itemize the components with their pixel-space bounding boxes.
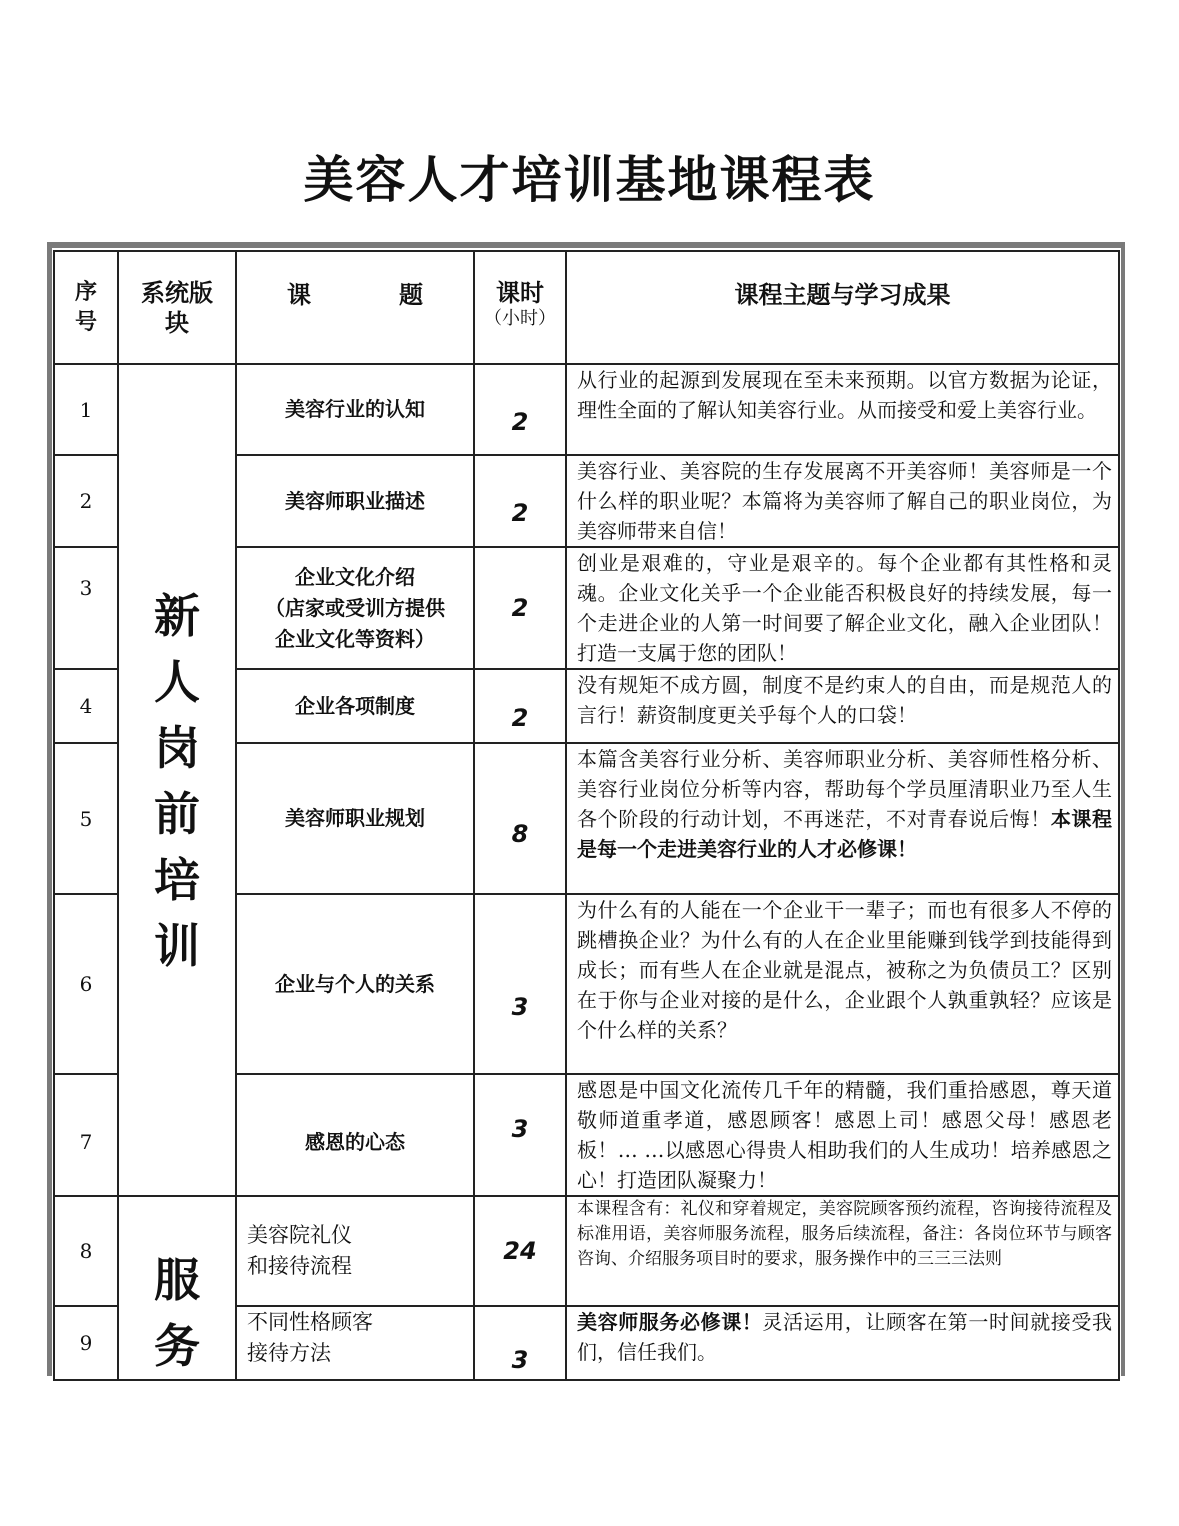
block-service xyxy=(118,1196,236,1380)
course-topic-line: 美容院礼仪 xyxy=(247,1222,352,1247)
block-char: 务 xyxy=(154,1319,200,1373)
header-topic-label-a: 课 xyxy=(287,281,311,309)
course-description-bold: 本课程是每一个走进美容行业的人才必修课！ xyxy=(577,807,1113,861)
page-title: 美容人才培训基地课程表 xyxy=(303,151,876,209)
header-row xyxy=(54,251,1119,364)
row-number: 4 xyxy=(54,669,118,743)
course-description: 创业是艰难的，守业是艰辛的。每个企业都有其性格和灵魂。企业文化关乎一个企业能否积极良好的持续发展，每一个走进企业的人第一时间要了解企业文化，融入企业团队！打造一支属于您的团队！ xyxy=(566,547,1119,669)
course-hours: 24 xyxy=(474,1196,566,1306)
row-number: 8 xyxy=(54,1196,118,1306)
course-topic: 感恩的心态 xyxy=(236,1074,474,1196)
course-description: 美容行业、美容院的生存发展离不开美容师！美容师是一个什么样的职业呢？本篇将为美容师了解自己的职业岗位，为美容师带来自信！ xyxy=(566,455,1119,547)
block-char: 培 xyxy=(154,853,200,907)
header-hours-unit: （小时） xyxy=(484,308,556,329)
course-topic: 美容行业的认知 xyxy=(236,364,474,455)
course-description: 没有规矩不成方圆，制度不是约束人的自由，而是规范人的言行！薪资制度更关乎每个人的口袋！ xyxy=(566,669,1119,743)
table-row xyxy=(54,1196,1119,1306)
header-desc xyxy=(566,251,1119,364)
course-description xyxy=(566,1306,1119,1380)
course-description-text: 本篇含美容行业分析、美容师职业分析、美容师性格分析、美容行业岗位分析等内容，帮助每个学员厘清职业乃至人生各个阶段的行动计划，不再迷茫，不对青春说后悔！ xyxy=(577,747,1112,831)
course-description: 为什么有的人能在一个企业干一辈子；而也有很多人不停的跳槽换企业？为什么有的人在企业里能赚到钱学到技能得到成长；而有些人在企业就是混点，被称之为负债员工？区别在于你与企业对接的是什么，企业跟个人孰重孰轻？应该是个什么样的关系？ xyxy=(566,894,1119,1074)
header-hours-label: 课时 xyxy=(496,279,544,307)
row-number: 9 xyxy=(54,1306,118,1380)
row-number: 2 xyxy=(54,455,118,547)
row-number: 5 xyxy=(54,743,118,894)
header-topic xyxy=(236,251,474,364)
course-hours: 3 xyxy=(474,1074,566,1196)
course-topic-line: 企业文化介绍 xyxy=(295,564,415,589)
course-topic: 美容师职业描述 xyxy=(236,455,474,547)
course-topic: 企业与个人的关系 xyxy=(236,894,474,1074)
course-topic: 美容师职业规划 xyxy=(236,743,474,894)
course-topic: 企业各项制度 xyxy=(236,669,474,743)
header-block xyxy=(118,251,236,364)
course-topic-line: 不同性格顾客 xyxy=(247,1309,373,1334)
block-char: 人 xyxy=(154,655,200,709)
course-schedule-table xyxy=(53,250,1120,1381)
course-description xyxy=(566,743,1119,894)
course-hours: 3 xyxy=(474,894,566,1074)
course-topic-line: 接待方法 xyxy=(247,1340,331,1365)
block-char: 前 xyxy=(154,787,200,841)
row-number: 7 xyxy=(54,1074,118,1196)
course-hours: 2 xyxy=(474,455,566,547)
table-row xyxy=(54,364,1119,455)
course-description: 从行业的起源到发展现在至未来预期。以官方数据为论证，理性全面的了解认知美容行业。从而接受和爱上美容行业。 xyxy=(566,364,1119,455)
header-topic-label-b: 题 xyxy=(399,281,423,309)
header-no-label: 序号 xyxy=(74,279,97,335)
header-block-label: 系统版块 xyxy=(141,278,213,337)
row-number: 3 xyxy=(54,547,118,669)
course-description: 本课程含有：礼仪和穿着规定，美容院顾客预约流程，咨询接待流程及标准用语，美容师服务流程，服务后续流程，备注：各岗位环节与顾客咨询、介绍服务项目时的要求，服务操作中的三三三法则 xyxy=(566,1196,1119,1306)
course-description: 感恩是中国文化流传几千年的精髓，我们重拾感恩，尊天道敬师道重孝道，感恩顾客！感恩上司！感恩父母！感恩老板！… …以感恩心得贵人相助我们的人生成功！培养感恩之心！打造团队凝聚力！ xyxy=(566,1074,1119,1196)
header-no xyxy=(54,251,118,364)
block-char: 服 xyxy=(154,1253,200,1307)
course-topic xyxy=(236,1196,474,1306)
row-number: 1 xyxy=(54,364,118,455)
course-topic-line: 和接待流程 xyxy=(247,1253,352,1278)
course-hours: 3 xyxy=(474,1306,566,1380)
header-hours xyxy=(474,251,566,364)
block-char: 岗 xyxy=(154,721,200,775)
course-topic-line: 企业文化等资料） xyxy=(275,626,435,651)
block-new-staff-training xyxy=(118,364,236,1196)
course-description-bold: 美容师服务必修课！ xyxy=(577,1309,763,1334)
block-char: 新 xyxy=(154,589,200,643)
course-topic xyxy=(236,1306,474,1380)
course-hours: 2 xyxy=(474,547,566,669)
header-desc-label: 课程主题与学习成果 xyxy=(734,281,951,309)
course-hours: 2 xyxy=(474,669,566,743)
course-topic-line: （店家或受训方提供 xyxy=(265,595,445,620)
row-number: 6 xyxy=(54,894,118,1074)
course-topic xyxy=(236,547,474,669)
block-char: 训 xyxy=(154,919,200,973)
course-hours: 8 xyxy=(474,743,566,894)
course-hours: 2 xyxy=(474,364,566,455)
course-description-text: 灵活运用，让顾客在第一时间就接受我们，信任我们。 xyxy=(577,1309,1113,1364)
